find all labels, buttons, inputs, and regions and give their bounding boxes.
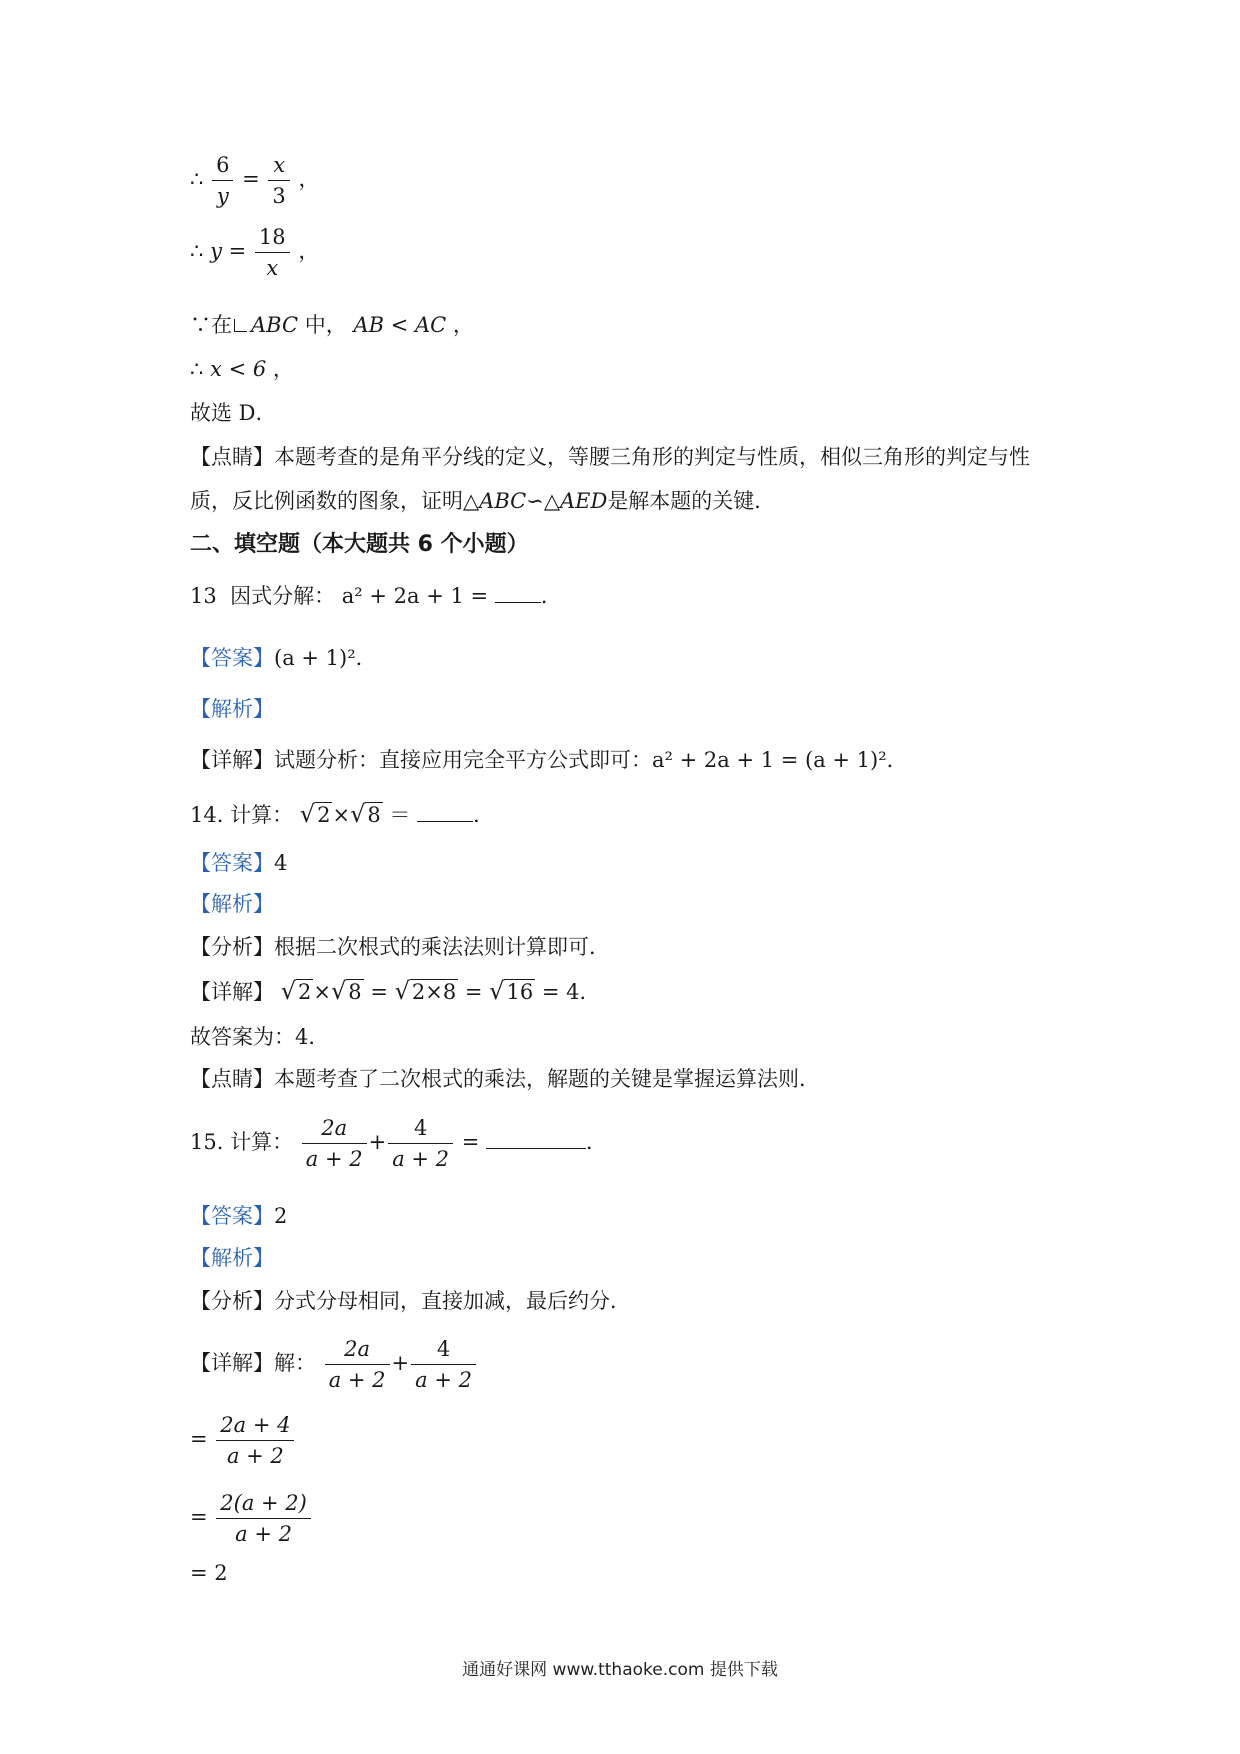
- q14-detail: 【详解】 √2×√8 = √2×8 = √16 = 4．: [190, 977, 601, 1005]
- jiexi-tag: 【解析】: [190, 892, 274, 916]
- q14-conclusion: 故答案为：4．: [190, 1025, 330, 1049]
- denominator: a + 2: [226, 1444, 284, 1468]
- question-text: 计算：: [230, 1130, 294, 1154]
- fraction: [302, 1113, 367, 1174]
- therefore-symbol: ∴: [190, 167, 204, 191]
- dianjing-line-2: [190, 488, 775, 514]
- punct: ，: [298, 239, 320, 263]
- equals: ＝: [389, 803, 411, 827]
- step-line-4: [190, 356, 294, 382]
- radicand: 8: [348, 980, 362, 1004]
- denominator: x: [266, 256, 279, 280]
- fraction: [268, 150, 289, 211]
- question-number: 15.: [190, 1130, 224, 1154]
- inequality: AB < AC: [353, 313, 447, 337]
- equals: =: [461, 1130, 480, 1154]
- q13-jiexi: [190, 696, 274, 722]
- q14-jiexi: [190, 891, 274, 917]
- analysis-tag: 【分析】: [190, 1289, 274, 1313]
- times: ×: [332, 803, 351, 827]
- detail-expression: a² + 2a + 1 = (a + 1)²．: [652, 748, 908, 772]
- inequality: x < 6: [210, 357, 267, 381]
- denominator: a + 2: [305, 1147, 363, 1171]
- plus: +: [368, 1130, 387, 1154]
- q13-detail: [190, 747, 908, 773]
- q15-answer: [190, 1203, 287, 1229]
- question-number: 13: [190, 584, 217, 608]
- sqrt: √8: [330, 977, 362, 1005]
- fraction: [255, 222, 290, 283]
- radicand: 2: [297, 980, 312, 1004]
- q15-step-3: = 2: [190, 1561, 228, 1585]
- q15-jiexi: [190, 1245, 274, 1271]
- question-text: 因式分解：: [230, 584, 336, 608]
- analysis-text: 根据二次根式的乘法法则计算即可．: [274, 935, 610, 959]
- q15-detail: [190, 1334, 478, 1395]
- triangle-name: AED: [559, 489, 608, 513]
- question-13: [190, 583, 562, 609]
- radicand: 16: [506, 980, 534, 1004]
- answer-tag: 【答案】: [190, 646, 274, 670]
- fraction: [216, 1488, 311, 1549]
- radicand: 8: [367, 803, 381, 827]
- jiexi-tag: 【解析】: [190, 697, 274, 721]
- detail-tag: 【详解】: [190, 1351, 274, 1375]
- sqrt: √2×8: [394, 977, 457, 1005]
- numerator: 6: [212, 150, 233, 181]
- q14-analysis: [190, 934, 610, 960]
- punct: ．: [540, 584, 562, 608]
- text: 是解本题的关键．: [607, 489, 776, 513]
- detail-tag: 【详解】: [190, 748, 274, 772]
- q15-step-2: = $\frac{2(a + 2)}{a + 2}$: [190, 1488, 313, 1549]
- numerator: 2a + 4: [216, 1410, 294, 1441]
- detail-prefix: 解：: [274, 1351, 316, 1375]
- triangle-icon: [234, 319, 247, 332]
- section-heading: 二、填空题（本大题共 6 个小题）: [190, 532, 529, 557]
- fraction: [388, 1113, 453, 1174]
- q15-analysis: [190, 1288, 631, 1314]
- equals: =: [242, 167, 260, 191]
- punct: ．: [586, 1130, 608, 1154]
- sqrt: √16: [489, 977, 534, 1005]
- fraction: [216, 1410, 294, 1471]
- radicand: 2: [317, 803, 331, 827]
- triangle-name: ABC: [251, 313, 299, 337]
- q13-answer: [190, 645, 377, 671]
- q14-dianjing: [190, 1066, 820, 1092]
- numerator: 4: [411, 1334, 476, 1365]
- numerator: x: [268, 150, 289, 181]
- triangle-name: ABC: [479, 489, 527, 513]
- punct: ，: [298, 167, 320, 191]
- denominator: 3: [272, 184, 286, 208]
- denominator: y: [216, 184, 229, 208]
- question-14: [190, 801, 494, 828]
- radicand: 2×8: [411, 980, 457, 1004]
- step-line-2: [190, 222, 319, 283]
- numerator: 2a: [325, 1334, 390, 1365]
- variable: y: [210, 239, 222, 263]
- answer-blank: [486, 1144, 586, 1149]
- denominator: a + 2: [415, 1368, 472, 1392]
- numerator: 4: [388, 1113, 453, 1144]
- plus: +: [391, 1351, 410, 1375]
- punct: ．: [473, 803, 495, 827]
- step-line-1: [190, 150, 319, 211]
- question-number: 14.: [190, 803, 224, 827]
- answer-tag: 【答案】: [190, 1204, 274, 1228]
- dianjing-tag: 【点睛】: [190, 1067, 274, 1091]
- dianjing-tag: 【点睛】: [190, 445, 274, 469]
- question-15: [190, 1113, 607, 1174]
- fraction: [411, 1334, 476, 1395]
- answer-value: 4: [274, 851, 288, 875]
- denominator: a + 2: [392, 1147, 450, 1171]
- analysis-tag: 【分析】: [190, 935, 274, 959]
- q14-answer: [190, 850, 287, 876]
- fraction: [325, 1334, 390, 1395]
- jiexi-tag: 【解析】: [190, 1246, 274, 1270]
- detail-tag: 【详解】: [190, 980, 274, 1004]
- numerator: 18: [255, 222, 290, 253]
- text: ∵在: [190, 313, 232, 337]
- question-text: 计算：: [230, 803, 294, 827]
- step-line-3: [190, 312, 474, 338]
- analysis-text: 分式分母相同，直接加减，最后约分．: [274, 1289, 631, 1313]
- text: 中，: [304, 313, 347, 337]
- therefore-symbol: ∴: [190, 239, 204, 263]
- q15-step-1: = $\frac{2a + 4}{a + 2}$: [190, 1410, 296, 1471]
- numerator: 2a: [302, 1113, 367, 1144]
- choice-line: 故选 D．: [190, 401, 277, 425]
- sqrt: √8: [350, 800, 381, 828]
- expression: a² + 2a + 1 =: [341, 584, 489, 608]
- detail-text: 试题分析：直接应用完全平方公式即可：: [274, 748, 652, 772]
- fraction: [212, 150, 233, 211]
- answer-blank: [417, 817, 473, 822]
- dianjing-text: 本题考查了二次根式的乘法，解题的关键是掌握运算法则．: [274, 1067, 820, 1091]
- answer-tag: 【答案】: [190, 851, 274, 875]
- similar-symbol: ∽△: [526, 489, 560, 513]
- result: = 4．: [541, 980, 601, 1004]
- footer-source: 通通好课网 www.tthaoke.com 提供下载: [462, 1660, 778, 1680]
- denominator: a + 2: [328, 1368, 386, 1392]
- sqrt: √2: [299, 800, 331, 828]
- denominator: a + 2: [235, 1522, 292, 1546]
- text: 质，反比例函数的图象，证明△: [190, 489, 480, 513]
- dianjing-text: 本题考查的是角平分线的定义，等腰三角形的判定与性质，相似三角形的判定与性: [274, 445, 1030, 469]
- equals: =: [228, 239, 247, 263]
- answer-value: (a + 1)²．: [274, 646, 377, 670]
- therefore-symbol: ∴: [190, 357, 204, 381]
- punct: ，: [452, 313, 474, 337]
- answer-blank: [495, 598, 541, 603]
- answer-value: 2: [274, 1204, 288, 1228]
- numerator: 2(a + 2): [216, 1488, 311, 1519]
- dianjing-line-1: [190, 444, 1030, 470]
- sqrt: √2: [280, 977, 312, 1005]
- punct: ，: [272, 357, 294, 381]
